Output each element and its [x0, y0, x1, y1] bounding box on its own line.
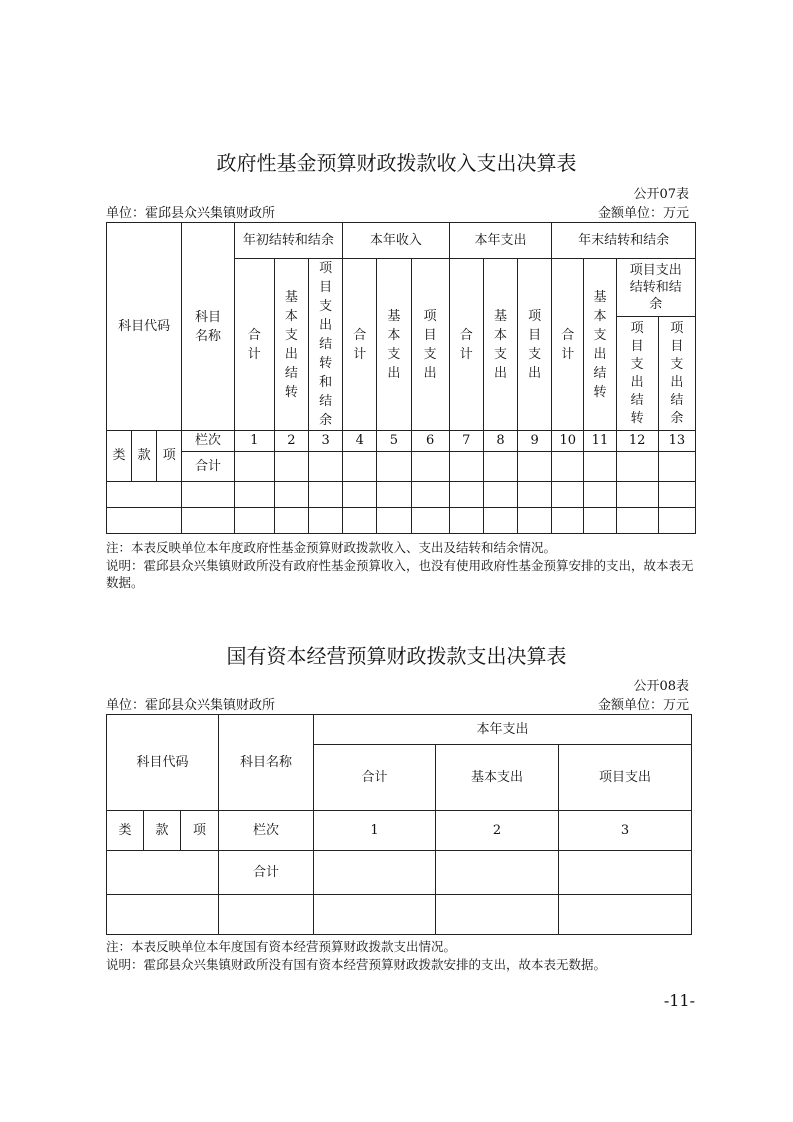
- table2-cell: [436, 895, 559, 935]
- table1-col-begin-project: 项目支出结转和结余: [308, 259, 342, 431]
- table1-col-begin-basic: 基本支出结转: [274, 259, 308, 431]
- table2-amount-unit: 金额单位：万元: [597, 698, 689, 713]
- table1-sum-label: 合计: [182, 452, 234, 482]
- table2-col-total: 合计: [314, 745, 436, 811]
- table1-cell: [107, 508, 182, 534]
- table1-title: 政府性基金预算财政拨款收入支出决算表: [216, 151, 577, 175]
- table1-cell: [552, 508, 584, 534]
- table-row: [107, 482, 696, 508]
- table1-cell: [274, 452, 308, 482]
- table1-col-num: 1: [234, 431, 274, 452]
- table1-header-class: 类: [107, 431, 132, 482]
- table2-header-name: 科目名称: [219, 715, 314, 811]
- table1-cell: [616, 452, 658, 482]
- table2-cell: [314, 895, 436, 935]
- table1-cell: [377, 508, 411, 534]
- table1-cell: [274, 508, 308, 534]
- table1-grid: [106, 222, 696, 534]
- table1-header-income: 本年收入: [343, 223, 450, 259]
- table1-col-expense-basic: 基本支出: [483, 259, 517, 431]
- table1-col-num: 4: [343, 431, 377, 452]
- table1-cell: [308, 508, 342, 534]
- table2-col-num: 2: [436, 811, 559, 851]
- table1-cell: [616, 482, 658, 508]
- table1-cell: [234, 452, 274, 482]
- table2-col-project: 项目支出: [559, 745, 692, 811]
- table1-form-no: 公开07表: [633, 187, 689, 202]
- table1-cell: [274, 482, 308, 508]
- table1-cell: [483, 508, 517, 534]
- table1-cell: [552, 482, 584, 508]
- table2-header-item: 项: [181, 811, 219, 851]
- table1-cell: [234, 508, 274, 534]
- table1-col-expense-total: 合计: [449, 259, 483, 431]
- table2-cell: [107, 851, 219, 895]
- table1-cell: [584, 482, 616, 508]
- table1-header-expense: 本年支出: [449, 223, 552, 259]
- table1-explanation: 说明：霍邱县众兴集镇财政所没有政府性基金预算收入，也没有使用政府性基金预算安排的支出，故本表无数据。: [106, 558, 694, 590]
- table2-header-expense: 本年支出: [314, 715, 692, 745]
- table2-sum-label: 合计: [219, 851, 314, 895]
- table1-cell: [182, 482, 234, 508]
- table1-cell: [449, 508, 483, 534]
- table1-col-num: 9: [518, 431, 552, 452]
- table2-cell: [559, 851, 692, 895]
- table1-cell: [518, 508, 552, 534]
- table1-col-num: 10: [552, 431, 584, 452]
- table1-col-num: 11: [584, 431, 616, 452]
- table1-col-end-basic: 基本支出结转: [584, 259, 616, 431]
- table1-cell: [658, 452, 695, 482]
- table2-header-section: 款: [144, 811, 181, 851]
- table1-cell: [658, 508, 695, 534]
- table2-col-num: 3: [559, 811, 692, 851]
- table1-cell: [411, 482, 449, 508]
- table2-col-num: 1: [314, 811, 436, 851]
- table2-unit: 单位：霍邱县众兴集镇财政所: [106, 698, 276, 713]
- table1-lanci-label: 栏次: [182, 431, 234, 452]
- table1-col-end-project: 项目支出结转和结余: [616, 259, 695, 317]
- table2-col-basic: 基本支出: [436, 745, 559, 811]
- table1-cell: [377, 482, 411, 508]
- table2-cell: [107, 895, 219, 935]
- table1-unit: 单位：霍邱县众兴集镇财政所: [106, 206, 276, 221]
- table1-header-section: 款: [132, 431, 157, 482]
- table1-col-income-project: 项目支出: [411, 259, 449, 431]
- table1-cell: [308, 452, 342, 482]
- table1-col-income-total: 合计: [343, 259, 377, 431]
- table2-cell: [559, 895, 692, 935]
- table-row: [107, 508, 696, 534]
- table1-col-num: 2: [274, 431, 308, 452]
- table1-col-num: 7: [449, 431, 483, 452]
- table2-cell: [314, 851, 436, 895]
- table1-cell: [107, 482, 182, 508]
- table1-cell: [584, 508, 616, 534]
- table1-cell: [308, 482, 342, 508]
- table2-title: 国有资本经营预算财政拨款支出决算表: [226, 644, 567, 668]
- table-row: [107, 851, 692, 895]
- table1-cell: [449, 452, 483, 482]
- table2-lanci-label: 栏次: [219, 811, 314, 851]
- table1-col-expense-project: 项目支出: [518, 259, 552, 431]
- table1-cell: [518, 482, 552, 508]
- table1-cell: [552, 452, 584, 482]
- table1-col-num: 6: [411, 431, 449, 452]
- table2-header-code: 科目代码: [107, 715, 219, 811]
- table1-cell: [616, 508, 658, 534]
- table1-col-num: 12: [616, 431, 658, 452]
- table1-cell: [483, 482, 517, 508]
- table2-note: 注：本表反映单位本年度国有资本经营预算财政拨款支出情况。: [106, 939, 457, 954]
- table1-col-end-project-carry: 项目支出结转: [616, 317, 658, 431]
- table1-cell: [518, 452, 552, 482]
- page-number: -11-: [663, 991, 695, 1010]
- table1-note: 注：本表反映单位本年度政府性基金预算财政拨款收入、支出及结转和结余情况。: [106, 540, 557, 555]
- table1-col-begin-total: 合计: [234, 259, 274, 431]
- table2-cell: [219, 895, 314, 935]
- table1-col-num: 3: [308, 431, 342, 452]
- table1-col-income-basic: 基本支出: [377, 259, 411, 431]
- table2-cell: [436, 851, 559, 895]
- table1-col-end-project-surplus: 项目支出结余: [658, 317, 695, 431]
- table1-cell: [449, 482, 483, 508]
- table1-cell: [343, 482, 377, 508]
- table1-header-end: 年末结转和结余: [552, 223, 696, 259]
- table2-explanation: 说明：霍邱县众兴集镇财政所没有国有资本经营预算财政拨款安排的支出，故本表无数据。: [106, 957, 607, 972]
- table2-header-class: 类: [107, 811, 144, 851]
- table1-cell: [234, 482, 274, 508]
- table1-cell: [411, 508, 449, 534]
- table1-header-item: 项: [157, 431, 182, 482]
- table1-col-num: 5: [377, 431, 411, 452]
- table1-header-name: 科目名称: [182, 223, 234, 431]
- table1-cell: [483, 452, 517, 482]
- table1-cell: [411, 452, 449, 482]
- table1-cell: [182, 508, 234, 534]
- table1-header-begin: 年初结转和结余: [234, 223, 343, 259]
- table1-col-num: 8: [483, 431, 517, 452]
- table1-cell: [377, 452, 411, 482]
- table1-col-num: 13: [658, 431, 695, 452]
- table1-cell: [343, 508, 377, 534]
- table1-header-code: 科目代码: [107, 223, 182, 431]
- table2-grid: [106, 714, 692, 935]
- table1-amount-unit: 金额单位：万元: [597, 206, 689, 221]
- table-row: [107, 895, 692, 935]
- table1-cell: [658, 482, 695, 508]
- table1-col-end-total: 合计: [552, 259, 584, 431]
- table1-cell: [343, 452, 377, 482]
- table1-cell: [584, 452, 616, 482]
- table2-form-no: 公开08表: [633, 679, 689, 694]
